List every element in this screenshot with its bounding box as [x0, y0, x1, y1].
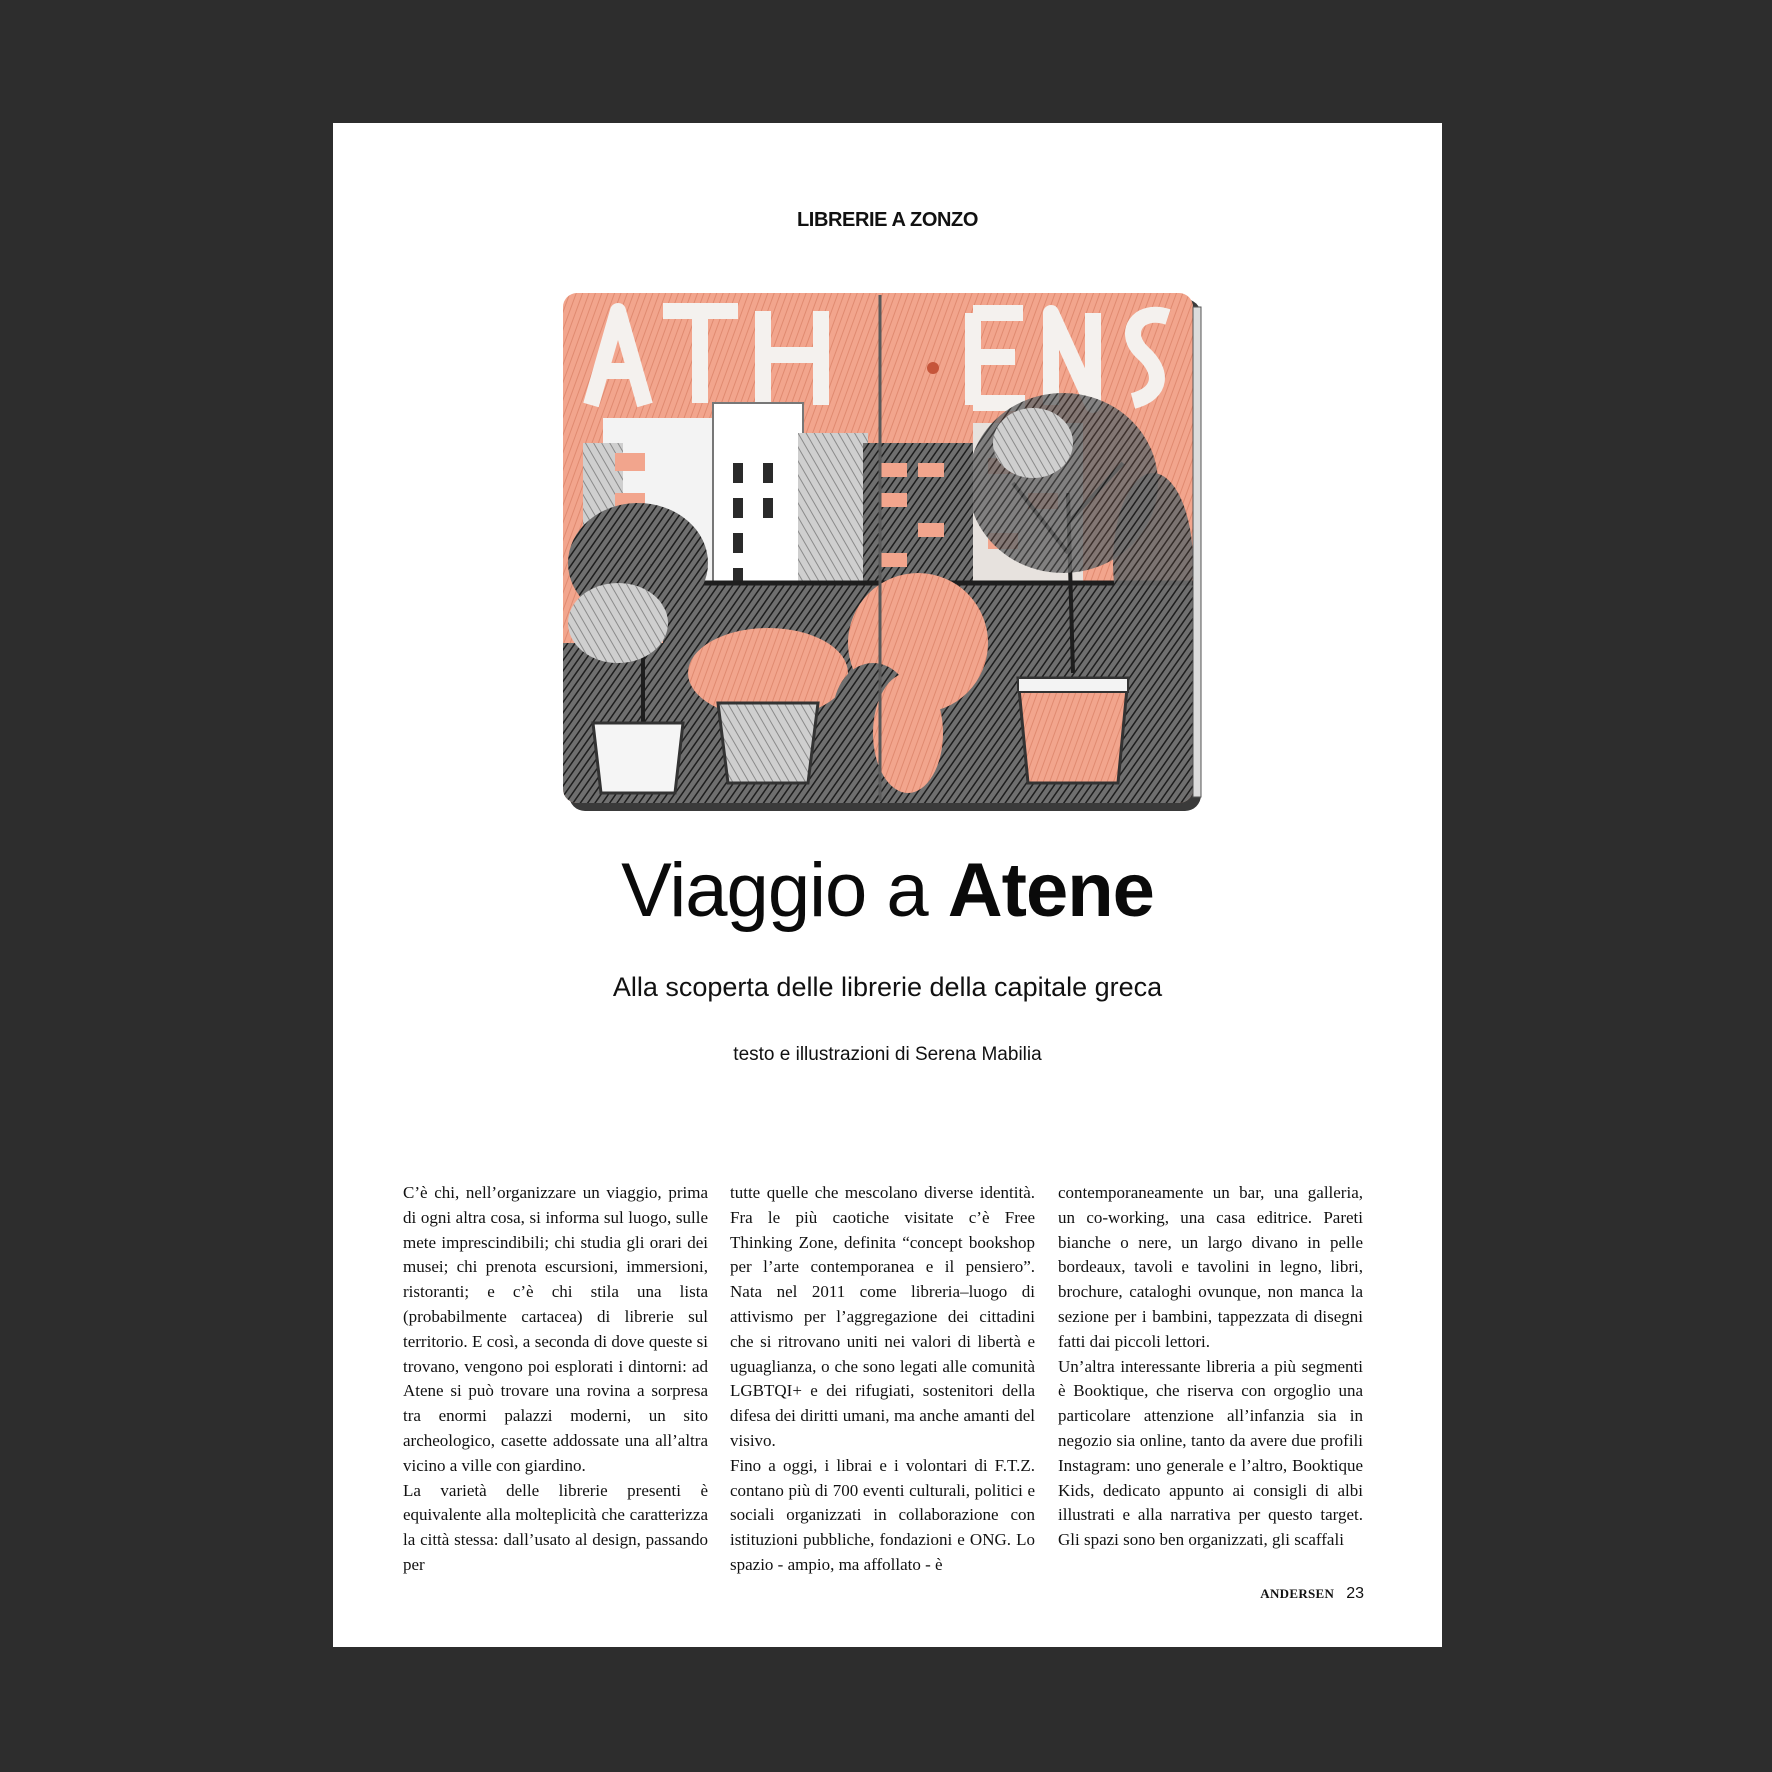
magazine-page [333, 123, 1442, 1647]
paragraph: La varietà delle librerie presenti è equivalente alla molteplicità che caratterizza la città stessa: dall’usato al design, passando per [403, 1480, 708, 1574]
page-footer [1260, 1585, 1364, 1603]
article-subtitle: Alla scoperta delle librerie della capitale greca [612, 972, 1163, 1002]
page-number: 23 [1346, 1585, 1364, 1602]
title-light: Viaggio a [621, 848, 928, 933]
paragraph: tutte quelle che mescolano diverse identità. Fra le più caotiche visitate c’è Free Thinking Zone, definita “concept bookshop per l’arte contemporanea e il pensiero”. Nata nel 2011 come libreria–luogo di attivismo per l’aggregazione dei cittadini che si ritrovano uniti nei valori di libertà e uguaglianza, o che sono legati alle comunità LGBTQI+ e dei rifugiati, sostenitori della difesa dei diritti umani, ma anche amanti del visivo. [730, 1183, 1035, 1450]
column-1 [403, 1181, 708, 1578]
magazine-name: ANDERSEN [1260, 1586, 1335, 1601]
paragraph: C’è chi, nell’organizzare un viaggio, prima di ogni altra cosa, si informa sul luogo, sulle mete imprescindibili; chi studia gli orari dei musei; chi prenota escursioni, immersioni, ristoranti; e c’è chi stila una lista (probabilmente cartacea) di librerie sul territorio. E così, a seconda di dove queste si trovano, vengono poi esplorati i dintorni: ad Atene si può trovare una rovina a sorpresa tra enormi palazzi moderni, un sito archeologico, casette addossate una all’altra vicino a ville con giardino. [403, 1183, 708, 1475]
paragraph: Fino a oggi, i librai e i volontari di F.T.Z. contano più di 700 eventi culturali, politici e sociali organizzati in collaborazione con istituzioni pubbliche, fondazioni e ONG. Lo spazio - ampio, ma affollato - è [730, 1455, 1035, 1574]
athens-sketchbook-illustration [563, 293, 1213, 833]
article-byline: testo e illustrazioni di Serena Mabilia [733, 1044, 1042, 1065]
paragraph: Un’altra interessante libreria a più segmenti è Booktique, che riserva con orgoglio una particolare attenzione all’infanzia sia in negozio sia online, tanto da avere due profili Instagram: uno generale e l’altro, Booktique Kids, dedicato appunto ai consigli di albi illustrati e alla narrativa per questo target. Gli spazi sono ben organizzati, gli scaffali [1058, 1356, 1363, 1550]
article-body [403, 1181, 1369, 1581]
section-label: LIBRERIE A ZONZO [796, 209, 978, 231]
paragraph: contemporaneamente un bar, una galleria, un co-working, una casa editrice. Pareti bianche o nere, un largo divano in pelle bordeaux, tavoli e tavolini in legno, libri, brochure, cataloghi ovunque, non manca la sezione per i bambini, tappezzata di disegni fatti dai piccoli lettori. [1058, 1183, 1363, 1351]
column-2 [730, 1181, 1035, 1578]
column-3 [1058, 1181, 1363, 1553]
article-title [333, 848, 1442, 933]
title-bold: Atene [947, 848, 1154, 933]
